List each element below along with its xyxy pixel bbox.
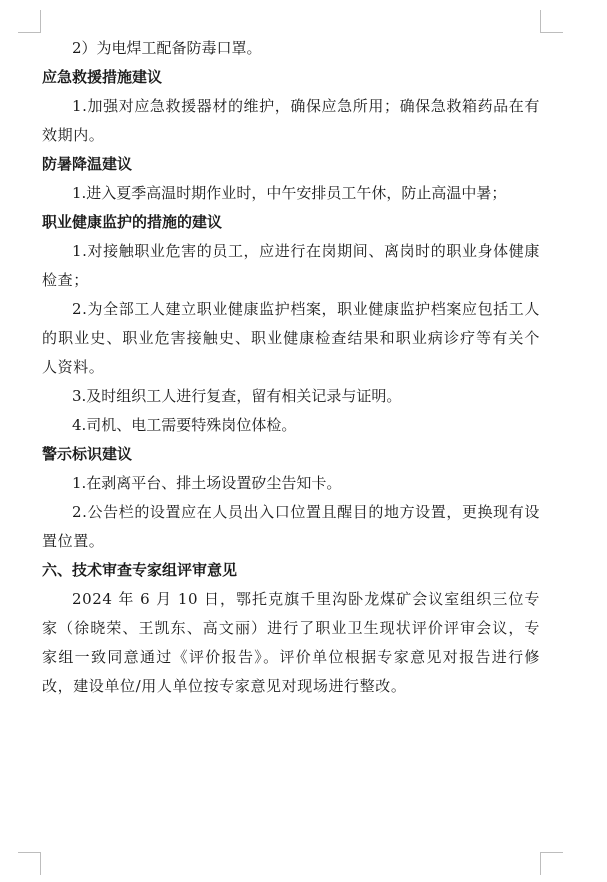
health-monitoring-heading: 职业健康监护的措施的建议 bbox=[42, 213, 223, 231]
warning-signs-item-1: 1.在剥离平台、排土场设置矽尘告知卡。 bbox=[72, 474, 342, 492]
mask-item: 2）为电焊工配备防毒口罩。 bbox=[72, 39, 262, 57]
heat-heading: 防暑降温建议 bbox=[42, 155, 133, 173]
page-corner-mark-bottom-left bbox=[18, 852, 41, 875]
warning-signs-heading: 警示标识建议 bbox=[42, 445, 133, 463]
emergency-heading: 应急救援措施建议 bbox=[42, 68, 163, 86]
heat-item-1: 1.进入夏季高温时期作业时，中午安排员工午休，防止高温中暑； bbox=[72, 184, 507, 202]
section-six-paragraph: 2024 年 6 月 10 日，鄂托克旗千里沟卧龙煤矿会议室组织三位专家（徐晓荣、王凯东、高文丽）进行了职业卫生现状评价评审会议，专家组一致同意通过《评价报告》。评价单位根据专家意见对报告进行修改，建设单位/用人单位按专家意见对现场进行整改。 bbox=[42, 590, 540, 695]
warning-signs-item-2: 2.公告栏的设置应在人员出入口位置且醒目的地方设置，更换现有设置位置。 bbox=[42, 503, 540, 550]
page-corner-mark-top-left bbox=[18, 10, 41, 33]
document-body bbox=[42, 34, 540, 701]
health-monitoring-item-1: 1.对接触职业危害的员工，应进行在岗期间、离岗时的职业身体健康检查； bbox=[42, 242, 540, 289]
health-monitoring-item-4: 4.司机、电工需要特殊岗位体检。 bbox=[72, 416, 297, 434]
page-corner-mark-top-right bbox=[540, 10, 563, 33]
section-six-heading: 六、技术审查专家组评审意见 bbox=[42, 561, 238, 579]
page-corner-mark-bottom-right bbox=[540, 852, 563, 875]
health-monitoring-item-3: 3.及时组织工人进行复查，留有相关记录与证明。 bbox=[72, 387, 402, 405]
emergency-item-1: 1.加强对应急救援器材的维护，确保应急所用；确保急救箱药品在有效期内。 bbox=[42, 97, 540, 144]
health-monitoring-item-2: 2.为全部工人建立职业健康监护档案，职业健康监护档案应包括工人的职业史、职业危害接触史、职业健康检查结果和职业病诊疗等有关个人资料。 bbox=[42, 300, 540, 376]
